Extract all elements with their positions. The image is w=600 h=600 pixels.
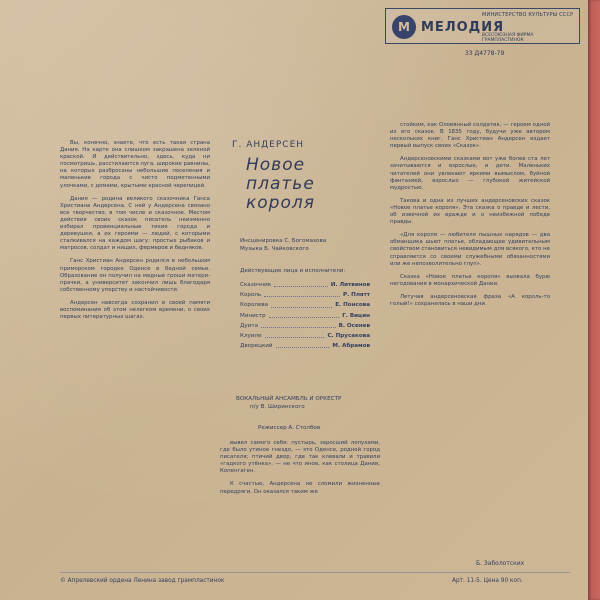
manufacturer-note: © Апрелевский ордена Ленина завод грампластинок <box>60 578 225 584</box>
cast-row <box>240 290 370 300</box>
ensemble-credit <box>236 395 386 411</box>
paragraph: Андерсен навсегда сохранил в своей памяти воспоминания об этом нелегком времени, о своих первых литературных шагах. <box>60 299 210 321</box>
director-credit: Режиссер А. Столбов <box>258 425 321 431</box>
cast-row <box>240 280 370 290</box>
paragraph: «Для короля — любителя пышных нарядов — два обманщика шьют платье, обладающее удивительным свойством становиться невидимым для всякого, кто не справляется со своими служебными обязанностями или же непозволительно глуп». <box>390 232 550 267</box>
sleeve-edge <box>588 0 600 600</box>
author-signature: Б. Заболотских <box>476 560 525 567</box>
paragraph: Сказка «Новое платье короля» вызвала бурю негодования в монархической Дании. <box>390 273 550 287</box>
title-line: платье <box>246 174 315 194</box>
title-line: Новое <box>246 155 306 175</box>
brand-subtitle: ВСЕСОЮЗНАЯ ФИРМА ГРАМПЛАСТИНОК <box>482 33 534 43</box>
cast-role: Сказочник <box>240 282 272 288</box>
paragraph: Летучая андерсеновская фраза «А король-то голый!» сохранилась в наши дни. <box>390 293 550 307</box>
cast-role: Король <box>240 292 262 299</box>
work-title <box>246 156 382 213</box>
footer-divider <box>60 572 570 573</box>
conductor-line: п/у В. Ширинского <box>250 404 305 410</box>
ministry-label: МИНИСТЕРСТВО КУЛЬТУРЫ СССР <box>482 12 574 18</box>
paragraph: Вы, конечно, знаете, что есть такая страна Дания. На карте она слишком закрашена зеленой краской. И действительно, здесь, куда ни посмотришь, расстилаются луга, широкие равнины, на которых разбросаны небольшие поселения и маленькие города с чисто подметенными улочками, с домами, крытыми красной черепицей. <box>60 140 210 189</box>
price-label: Арт. 11-5. Цена 90 коп. <box>452 578 523 584</box>
title-line: короля <box>246 193 315 213</box>
title-block <box>232 140 382 213</box>
cast-actor: С. Прусакова <box>327 333 370 340</box>
text-column-right <box>390 122 550 562</box>
melodiya-logo <box>385 8 580 44</box>
brand-name: МЕЛОДИЯ <box>421 20 505 35</box>
cast-actor: И. Литвинов <box>330 282 370 288</box>
cast-row <box>240 331 370 341</box>
cast-row <box>240 311 370 321</box>
cast-actor: Р. Плятт <box>342 292 370 299</box>
cast-actor: В. Осенев <box>338 322 370 329</box>
catalog-number: 33 Д4778-79 <box>465 50 505 57</box>
cast-row <box>240 341 370 351</box>
cast-actor: Е. Понсова <box>335 302 370 309</box>
credits <box>240 237 390 253</box>
text-column-left <box>60 140 210 570</box>
paragraph: стойким, как Оловянный солдатик, — героем одной из его сказок. В 1835 году, будучи уже автором нескольких книг, Ганс Христиан Андерсен издает первый выпуск своих «Сказок». <box>390 122 550 150</box>
paragraph: К счастью, Андерсена не сломили жизненные передряги. Он оказался таким же <box>220 481 380 495</box>
cast-role: Королева <box>240 302 269 309</box>
paragraph: вывел самого себя: пустырь, заросший лопухами, где было утиное гнездо, — это Оденсе, родной город писателя; птичий двор, где так клевали и травили «гадкого утёнка», — не что иное, как столица Дании, Копенгаген. <box>220 440 380 475</box>
paragraph: Андерсеновскими сказками вот уже более ста лет зачитываются и взрослые, и дети. Маленьких читателей они увлекают яркими вымыслом, буйной фантазией, взрослых — глубокой житейской мудростью. <box>390 156 550 191</box>
cast-heading: Действующие лица и исполнители: <box>240 268 346 274</box>
cast-row <box>240 300 370 310</box>
paragraph: Дания — родина великого сказочника Ганса Христиана Андерсена. С ней у Андерсена связано все творчество, в том числе и сказочное. Местом действия своих сказок писатель неизменно избирал провинциальные тихие города и деревушки, а их героями — людей, с которыми сталкивался на каждом шагу: простых рыбаков и матросов, солдат и нищих, фермеров и бедняков. <box>60 195 210 252</box>
paragraph: Ганс Христиан Андерсен родился в небольшом приморском городке Оденсе в бедной семье. Образование он получил на медные гроши матери-прачки, а университет закончил лишь благодаря собственному упорству и настойчивости. <box>60 258 210 293</box>
cast-role: Дуита <box>240 322 259 329</box>
cast-actor: М. Абрамов <box>332 343 370 350</box>
paragraph: Такова и одна из лучших андерсеновских сказок «Новое платье короля». Эта сказка о правде и лести, об извечной их вражде и о неизбежной победе правды. <box>390 197 550 226</box>
text-column-middle <box>220 440 380 560</box>
ensemble-line: ВОКАЛЬНЫЙ АНСАМБЛЬ И ОРКЕСТР <box>236 396 342 402</box>
cast-role: Клуиле <box>240 333 262 340</box>
cast-actor: Г. Вицин <box>342 312 370 319</box>
cast-row <box>240 321 370 331</box>
melodiya-logo-icon: М <box>392 15 416 39</box>
music-credit: Музыка Б. Чайковского <box>240 246 309 252</box>
cast-list <box>240 280 370 351</box>
cast-role: Министр <box>240 312 266 319</box>
cast-role: Дворецкий <box>240 343 273 350</box>
author-name: Г. АНДЕРСЕН <box>232 140 305 150</box>
staging-credit: Инсценировка С. Богомазова <box>240 238 327 244</box>
